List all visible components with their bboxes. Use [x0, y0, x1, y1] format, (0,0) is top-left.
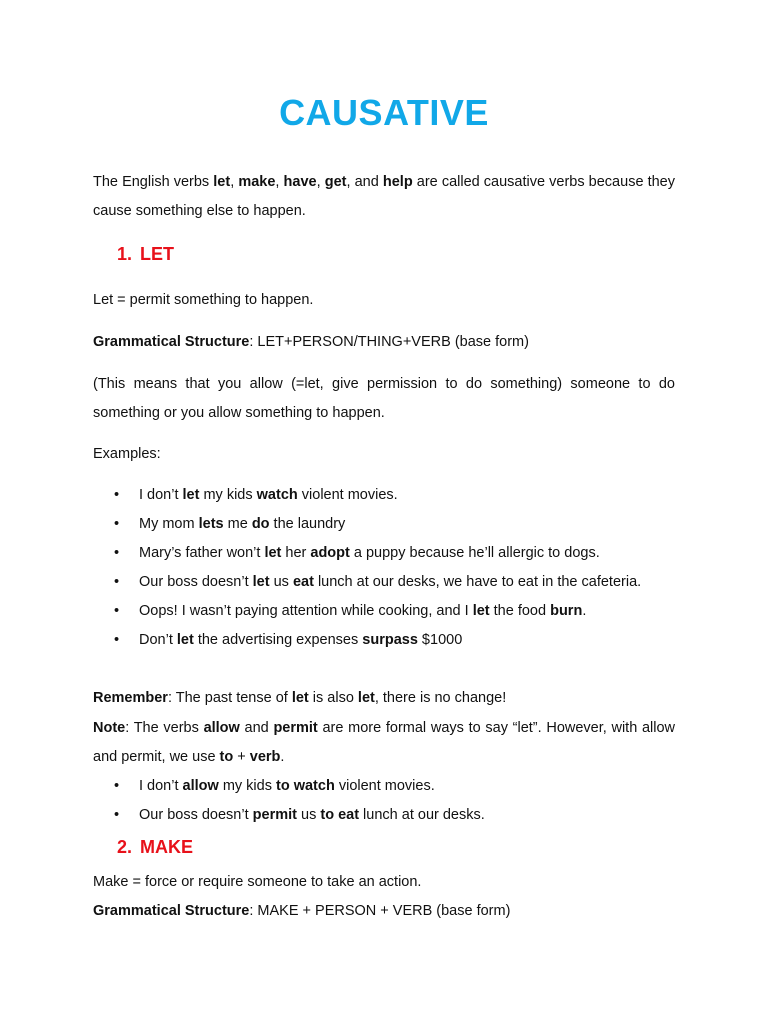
verb-get: get — [324, 174, 347, 190]
intro-text: are called causative verbs because they cause something else to happen. — [93, 174, 675, 219]
list-item-text — [139, 776, 435, 796]
plain-text: the laundry — [269, 516, 346, 532]
emphasis-text: let — [472, 603, 490, 619]
emphasis-text: let — [252, 574, 270, 590]
note-paragraph — [93, 714, 675, 772]
emphasis-text: do — [251, 516, 270, 532]
note-text: . — [280, 749, 285, 765]
remember-line — [93, 684, 675, 713]
bullet-icon: • — [114, 778, 120, 794]
intro-paragraph — [93, 168, 675, 226]
note-text: + — [233, 749, 250, 765]
list-item-text — [139, 543, 600, 563]
structure-label: Grammatical Structure — [93, 903, 250, 919]
let-explanation: (This means that you allow (=let, give permission to do something) someone to do something or you allow something to happen. — [93, 376, 675, 421]
bullet-icon: • — [114, 545, 120, 561]
emphasis-text: lets — [198, 516, 224, 532]
bullet-icon: • — [114, 807, 120, 823]
note-bold: allow — [203, 720, 240, 736]
emphasis-text: eat — [292, 574, 314, 590]
note-text: : The verbs — [125, 720, 204, 736]
bullet-icon: • — [114, 487, 120, 503]
emphasis-text: allow — [182, 778, 219, 794]
list-item-text — [139, 572, 641, 592]
section-number: 2. — [117, 837, 133, 857]
emphasis-text: burn — [550, 603, 583, 619]
plain-text: lunch at our desks. — [359, 807, 485, 823]
emphasis-text: let — [182, 487, 200, 503]
note-label: Note — [93, 720, 126, 736]
list-item-text — [139, 601, 586, 621]
list-item-text — [139, 630, 462, 650]
structure-value: : MAKE + PERSON + VERB (base form) — [249, 903, 511, 919]
intro-text: , and — [346, 174, 383, 190]
remember-bold: let — [291, 690, 309, 706]
plain-text: . — [582, 603, 587, 619]
section-number: 1. — [117, 244, 133, 264]
section-heading-make — [117, 837, 193, 858]
verb-let: let — [213, 174, 231, 190]
list-item-text — [139, 485, 398, 505]
plain-text: Don’t — [139, 632, 177, 648]
intro-text: , — [316, 174, 325, 190]
bullet-icon: • — [114, 516, 120, 532]
verb-have: have — [283, 174, 317, 190]
emphasis-text: let — [176, 632, 194, 648]
plain-text: us — [296, 807, 321, 823]
note-bold: to — [219, 749, 234, 765]
plain-text: me — [223, 516, 252, 532]
intro-text: The English verbs — [93, 174, 214, 190]
page-title: CAUSATIVE — [279, 92, 489, 133]
plain-text: the advertising expenses — [193, 632, 363, 648]
intro-text: , — [275, 174, 284, 190]
plain-text: Oops! I wasn’t paying attention while cooking, and I — [139, 603, 473, 619]
plain-text: violent movies. — [297, 487, 398, 503]
bullet-icon: • — [114, 632, 120, 648]
section-heading-let — [117, 244, 174, 265]
note-text: are more formal ways to say “let”. However, with allow and permit, we use — [93, 720, 676, 765]
remember-text: is also — [308, 690, 358, 706]
emphasis-text: let — [264, 545, 282, 561]
remember-text: , there is no change! — [374, 690, 507, 706]
remember-label: Remember — [93, 690, 168, 706]
section-title: MAKE — [140, 837, 193, 857]
emphasis-text: surpass — [362, 632, 418, 648]
plain-text: violent movies. — [334, 778, 435, 794]
list-item-text — [139, 805, 485, 825]
plain-text: us — [269, 574, 293, 590]
emphasis-text: permit — [252, 807, 297, 823]
let-definition: Let = permit something to happen. — [93, 292, 314, 308]
plain-text: $1000 — [417, 632, 463, 648]
remember-text: : The past tense of — [167, 690, 292, 706]
bullet-icon: • — [114, 603, 120, 619]
bullet-icon: • — [114, 574, 120, 590]
remember-bold: let — [357, 690, 375, 706]
verb-help: help — [382, 174, 413, 190]
note-bold: permit — [273, 720, 318, 736]
emphasis-text: to watch — [276, 778, 335, 794]
intro-text: , — [230, 174, 239, 190]
plain-text: her — [281, 545, 311, 561]
plain-text: Mary’s father won’t — [139, 545, 265, 561]
structure-value: : LET+PERSON/THING+VERB (base form) — [249, 334, 529, 350]
plain-text: I don’t — [139, 487, 183, 503]
verb-make: make — [238, 174, 276, 190]
plain-text: the food — [489, 603, 551, 619]
emphasis-text: adopt — [310, 545, 350, 561]
plain-text: Our boss doesn’t — [139, 807, 253, 823]
structure-label: Grammatical Structure — [93, 334, 250, 350]
section-title: LET — [140, 244, 174, 264]
make-grammatical-structure — [93, 897, 675, 926]
plain-text: a puppy because he’ll allergic to dogs. — [349, 545, 600, 561]
emphasis-text: to eat — [320, 807, 360, 823]
make-definition: Make = force or require someone to take an action. — [93, 874, 422, 890]
note-bold: verb — [249, 749, 281, 765]
note-text: and — [239, 720, 274, 736]
plain-text: my kids — [218, 778, 276, 794]
plain-text: My mom — [139, 516, 199, 532]
plain-text: Our boss doesn’t — [139, 574, 253, 590]
let-grammatical-structure — [93, 328, 675, 357]
plain-text: I don’t — [139, 778, 183, 794]
examples-label: Examples: — [93, 446, 161, 462]
plain-text: my kids — [199, 487, 257, 503]
plain-text: lunch at our desks, we have to eat in the cafeteria. — [313, 574, 642, 590]
emphasis-text: watch — [256, 487, 298, 503]
list-item-text — [139, 514, 345, 534]
